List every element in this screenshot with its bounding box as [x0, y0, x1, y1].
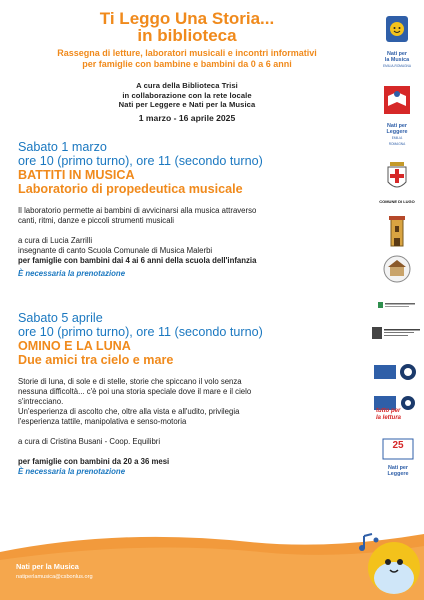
poster-content: [18, 10, 356, 477]
event-2-time: ore 10 (primo turno), ore 11 (secondo turno): [18, 324, 263, 339]
event-2-description: Storie di luna, di sole e di stelle, storie che spiccano il volo senza nessuna difficoltà... c'è poi una storia speciale dove il mare e il cielo s'intrecciano. Un'esperienza di ascolto che, oltre alla vista e all'udito, privilegia l'esperienza tattile, manipolativa e senso-motoria: [18, 376, 252, 426]
footer-email: natiperlamusica@csbonlus.org: [16, 574, 93, 580]
coat-of-arms-icon: [374, 160, 420, 194]
event-2-booking-note: È necessaria la prenotazione: [18, 466, 126, 476]
event-1-description: Il laboratorio permette ai bambini di avvicinarsi alla musica attraverso canti, ritmi, danze e piccoli strumenti musicali: [18, 205, 257, 225]
nati-per-leggere-25-logo: 25 Nati per Leggere: [382, 438, 414, 484]
tutto-per-la-lettura-logo: tutto per la lettura: [376, 408, 402, 421]
poster-subtitle: Rassegna di letture, laboratori musicali e incontri informativi per famiglie con bambine e bambini da 0 a 6 anni: [57, 48, 317, 69]
tower-logo: [382, 214, 412, 248]
footer-title: Nati per la Musica: [16, 562, 79, 571]
event-1: [18, 140, 356, 279]
event-1-credits: a cura di Lucia Zarrilli insegnante di canto Scuola Comunale di Musica Malerbi: [18, 235, 213, 255]
tower-icon: [382, 214, 412, 248]
event-1-day: Sabato 1 marzo: [18, 139, 107, 154]
footer-banner: [0, 520, 424, 600]
partner-mark-icon-2: [372, 326, 422, 340]
book-reader-icon: [380, 84, 414, 118]
event-1-name: BATTITI IN MUSICA: [18, 167, 135, 182]
event-1-audience: per famiglie con bambini dai 4 ai 6 anni della scuola dell'infanzia: [18, 255, 257, 265]
partner-mark-icon-3: [374, 362, 420, 382]
nati-per-la-musica-logo: Nati per la Musica EMILIA-ROMAGNA: [380, 14, 414, 74]
partner-mark-icon: [378, 299, 416, 311]
poster-credits: A cura della Biblioteca Trisi in collaborazione con la rete locale Nati per Leggere e Nati per la Musica: [118, 81, 256, 110]
school-building-icon: [382, 254, 412, 284]
comune-di-lugo-logo: COMUNE DI LUGO: [374, 160, 420, 206]
event-2-day: Sabato 5 aprile: [18, 310, 103, 325]
event-1-booking-note: È necessaria la prenotazione: [18, 268, 126, 278]
event-2: [18, 311, 356, 477]
music-school-logo: [382, 254, 412, 284]
nati-per-leggere-logo: Nati per Leggere EMILIA ROMAGNA: [380, 84, 414, 154]
event-1-subtitle: Laboratorio di propedeutica musicale: [18, 181, 243, 196]
mascot-chick-icon: [350, 518, 422, 600]
event-2-name: OMINO E LA LUNA: [18, 338, 131, 353]
event-2-audience: per famiglie con bambini da 20 a 36 mesi: [18, 456, 170, 466]
poster-dates: 1 marzo - 16 aprile 2025: [138, 112, 236, 123]
poster-title: Ti Leggo Una Storia... in biblioteca: [99, 9, 275, 45]
partner-logo-small-1: [378, 298, 416, 310]
event-1-time: ore 10 (primo turno), ore 11 (secondo turno): [18, 153, 263, 168]
partner-logo-small-2: [372, 326, 422, 340]
partner-logos-sidebar: [368, 0, 424, 600]
partner-logo-small-3: [374, 362, 420, 382]
event-2-credits: a cura di Cristina Busani - Coop. Equilibri: [18, 436, 161, 446]
event-2-subtitle: Due amici tra cielo e mare: [18, 352, 174, 367]
note-icon: [380, 14, 414, 46]
